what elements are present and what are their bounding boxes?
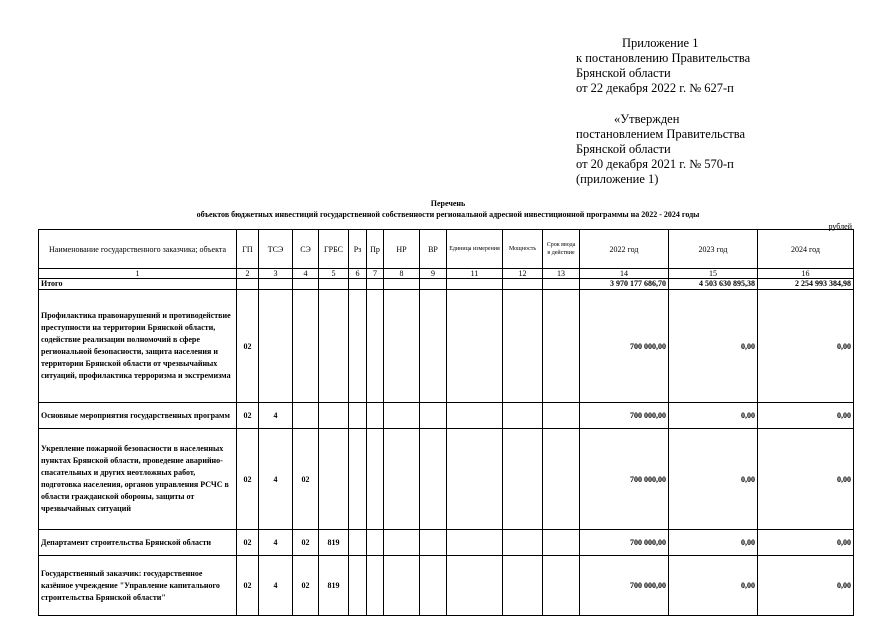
amount-2022: 700 000,00 xyxy=(580,556,669,616)
gp-code: 02 xyxy=(237,403,259,429)
column-number: 2 xyxy=(237,269,259,279)
document-title: Перечень xyxy=(430,199,466,208)
header-cell: 2023 год xyxy=(669,230,758,269)
se-code: 02 xyxy=(293,429,319,530)
appendix-line: Приложение 1 xyxy=(622,36,699,50)
column-number: 15 xyxy=(669,269,758,279)
approved-line: постановлением Правительства xyxy=(576,127,746,141)
approved-line: от 20 декабря 2021 г. № 570-п xyxy=(576,157,734,171)
column-number: 4 xyxy=(293,269,319,279)
column-number: 12 xyxy=(503,269,543,279)
header-cell: 2024 год xyxy=(758,230,854,269)
header-row xyxy=(39,230,854,269)
table-row xyxy=(39,530,854,556)
column-number: 13 xyxy=(543,269,580,279)
amount-2022: 700 000,00 xyxy=(580,290,669,403)
header-cell: ТСЭ xyxy=(259,230,293,269)
column-number: 1 xyxy=(39,269,237,279)
appendix-line: к постановлению Правительства xyxy=(576,51,751,65)
grbs-code: 819 xyxy=(319,530,349,556)
header-cell: 2022 год xyxy=(580,230,669,269)
table-row xyxy=(39,429,854,530)
header-cell: ГП xyxy=(237,230,259,269)
se-code xyxy=(293,290,319,403)
column-number: 6 xyxy=(349,269,367,279)
header-cell: ГРБС xyxy=(319,230,349,269)
gp-code: 02 xyxy=(237,556,259,616)
total-label: Итого xyxy=(39,279,237,290)
amount-2024: 0,00 xyxy=(758,403,854,429)
column-number: 11 xyxy=(447,269,503,279)
currency-unit: рублей xyxy=(828,222,852,231)
header-cell: Рз xyxy=(349,230,367,269)
column-number: 16 xyxy=(758,269,854,279)
column-number: 9 xyxy=(420,269,447,279)
header-cell: ВР xyxy=(420,230,447,269)
gp-code: 02 xyxy=(237,290,259,403)
gp-code: 02 xyxy=(237,429,259,530)
grbs-code xyxy=(319,429,349,530)
object-name: Государственный заказчик: государственное казённое учреждение "Управление капитального строительства Брянской области" xyxy=(39,556,237,616)
header-cell: СЭ xyxy=(293,230,319,269)
amount-2023: 0,00 xyxy=(669,556,758,616)
approved-line: «Утвержден xyxy=(614,112,680,126)
se-code xyxy=(293,403,319,429)
column-number: 14 xyxy=(580,269,669,279)
column-number: 5 xyxy=(319,269,349,279)
tse-code: 4 xyxy=(259,530,293,556)
approved-line: Брянской области xyxy=(576,142,671,156)
header-cell: Единица измерения xyxy=(447,230,503,269)
se-code: 02 xyxy=(293,556,319,616)
object-name: Департамент строительства Брянской области xyxy=(39,530,237,556)
total-2022: 3 970 177 686,70 xyxy=(580,279,669,290)
header-cell: Наименование государственного заказчика; объекта xyxy=(39,230,237,269)
table-row xyxy=(39,556,854,616)
appendix-line: от 22 декабря 2022 г. № 627-п xyxy=(576,81,734,95)
header-cell: Пр xyxy=(367,230,384,269)
gp-code: 02 xyxy=(237,530,259,556)
grbs-code xyxy=(319,290,349,403)
tse-code xyxy=(259,290,293,403)
header-cell: Срок ввода в действие xyxy=(543,230,580,269)
investment-table xyxy=(38,229,854,616)
table-row xyxy=(39,290,854,403)
object-name: Укрепление пожарной безопасности в населенных пунктах Брянской области, проведение аварийно-спасательных и других неотложных работ, подготовка населения, органов управления РСЧС в области гражданской обороны, защиты от чрезвычайных ситуаций xyxy=(39,429,237,530)
object-name: Профилактика правонарушений и противодействие преступности на территории Брянской области, содействие реализации полномочий в сфере региональной безопасности, защита населения и территории Брянской области от чрезвычайных ситуаций, профилактика терроризма и экстремизма xyxy=(39,290,237,403)
approved-line: (приложение 1) xyxy=(576,172,659,186)
total-2024: 2 254 993 384,98 xyxy=(758,279,854,290)
amount-2023: 0,00 xyxy=(669,530,758,556)
grbs-code xyxy=(319,403,349,429)
appendix-line: Брянской области xyxy=(576,66,671,80)
total-row xyxy=(39,279,854,290)
amount-2023: 0,00 xyxy=(669,403,758,429)
amount-2022: 700 000,00 xyxy=(580,429,669,530)
amount-2022: 700 000,00 xyxy=(580,403,669,429)
amount-2024: 0,00 xyxy=(758,556,854,616)
document-subtitle: объектов бюджетных инвестиций государственной собственности региональной адресной инвестиционной программы на 2022 - 2024 годы xyxy=(196,210,700,219)
column-number: 7 xyxy=(367,269,384,279)
header-cell: НР xyxy=(384,230,420,269)
column-number: 8 xyxy=(384,269,420,279)
object-name: Основные мероприятия государственных программ xyxy=(39,403,237,429)
amount-2024: 0,00 xyxy=(758,429,854,530)
tse-code: 4 xyxy=(259,429,293,530)
appendix-block xyxy=(576,36,750,187)
se-code: 02 xyxy=(293,530,319,556)
grbs-code: 819 xyxy=(319,556,349,616)
column-number: 3 xyxy=(259,269,293,279)
tse-code: 4 xyxy=(259,556,293,616)
column-number-row xyxy=(39,269,854,279)
amount-2023: 0,00 xyxy=(669,290,758,403)
tse-code: 4 xyxy=(259,403,293,429)
amount-2024: 0,00 xyxy=(758,530,854,556)
header-cell: Мощность xyxy=(503,230,543,269)
table-row xyxy=(39,403,854,429)
amount-2022: 700 000,00 xyxy=(580,530,669,556)
total-2023: 4 503 630 895,38 xyxy=(669,279,758,290)
amount-2023: 0,00 xyxy=(669,429,758,530)
amount-2024: 0,00 xyxy=(758,290,854,403)
